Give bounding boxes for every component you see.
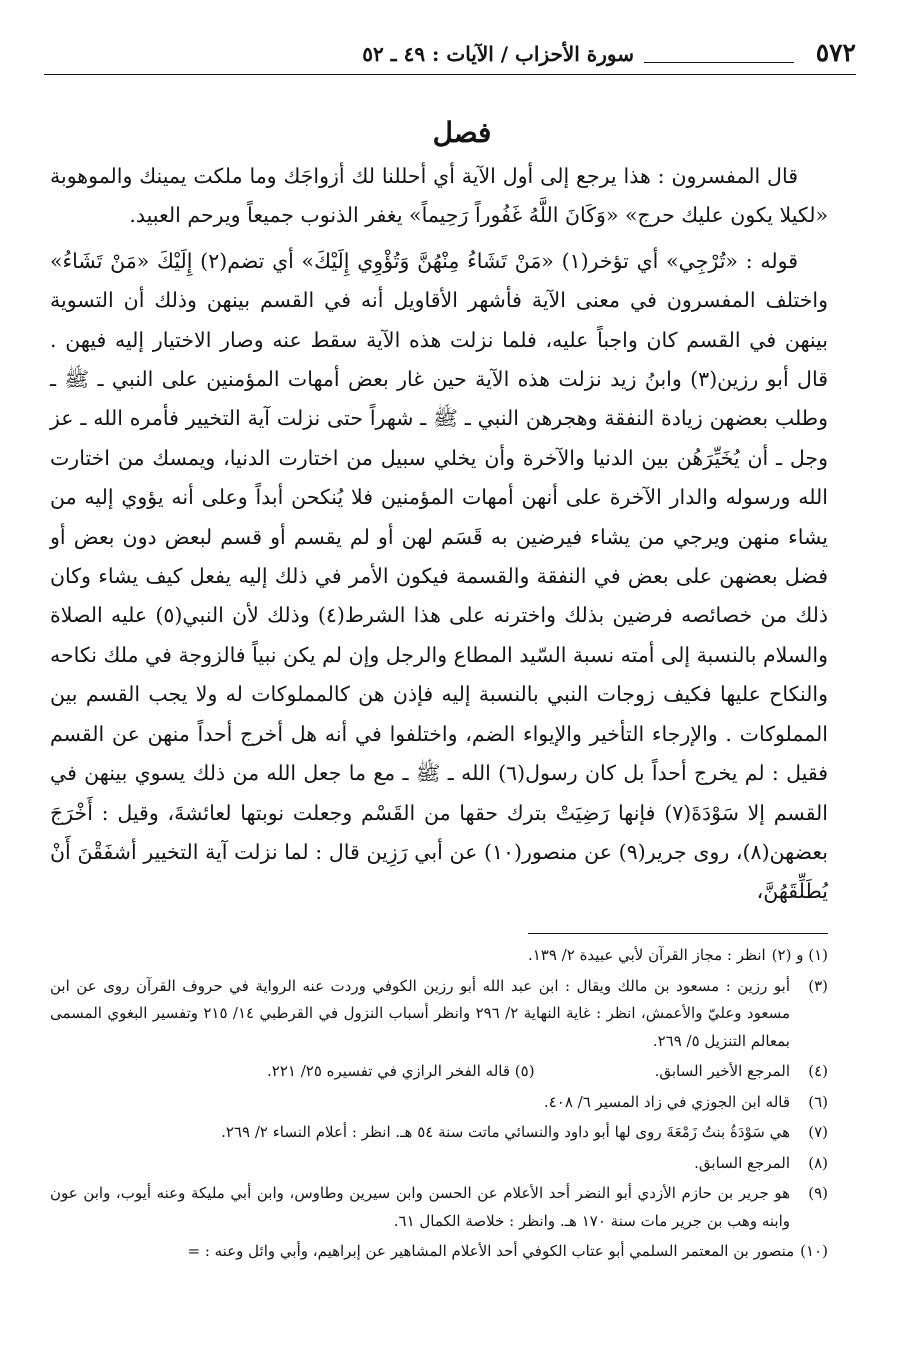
footnote-number: (١) و (٢) (771, 946, 828, 964)
footnote-number: (٤) (808, 1062, 828, 1080)
footnote (50, 942, 828, 970)
header-rule (644, 62, 794, 63)
footnote-text: منصور بن المعتمر السلمي أبو عتاب الكوفي أحد الأعلام المشاهير عن إبراهيم، وأبي وائل وعنه : = (187, 1242, 795, 1260)
page-number: ٥٧٢ (815, 38, 856, 67)
footnote (50, 1180, 828, 1235)
footnote-text: انظر : مجاز القرآن لأبي عبيدة ٢/ ١٣٩. (527, 946, 766, 964)
section-heading: فصل (432, 116, 492, 149)
footnote-number: (٧) (808, 1123, 828, 1141)
footnote (50, 1058, 828, 1086)
footnote-text (50, 1058, 790, 1086)
footnote (50, 1150, 828, 1178)
footnote-text: أبو رزين : مسعود بن مالك ويقال : ابن عبد الله أبو رزين الكوفي وردت عنه الرواية في حروف القرآن روى عن ابن مسعود وعليّ والأعمش، انظر : غاية النهاية ٢/ ٢٩٦ وانظر أسباب النزول في القرطبي ١٤/ ٢١٥ وتفسير البغوي المسمى بمعالم التنزيل ٥/ ٢٦٩. (50, 976, 791, 1050)
footnote (50, 1089, 828, 1117)
header-rule (44, 74, 856, 75)
paragraph: قال المفسرون : هذا يرجع إلى أول الآية أي أحللنا لك أزواجَك وما ملكت يمينك والموهوبة «لكيلا يكون عليك حرج» «وَكَانَ اللَّهُ غَفُوراً رَحِيماً» يغفر الذنوب جميعاً ويرحم العبيد. (50, 164, 828, 228)
footnote-text: هي سَوْدَةُ بنتُ زَمْعَةَ روى لها أبو داود والنسائي ماتت سنة ٥٤ هـ. انظر : أعلام النساء ٢/ ٢٦٩. (221, 1123, 790, 1141)
footnote-text-b: (٥) قاله الفخر الرازي في تفسيره ٢٥/ ٢٢١. (267, 1062, 535, 1080)
footnote-text-a: المرجع الأخير السابق. (654, 1062, 790, 1080)
footnote-text: قاله ابن الجوزي في زاد المسير ٦/ ٤٠٨. (543, 1092, 790, 1111)
footnote-text: المرجع السابق. (694, 1153, 790, 1172)
footnote-text: هو جرير بن حازم الأزدي أبو النضر أحد الأعلام عن الحسن وابن سيرين وطاوس، وابن أبي مليكة وعنه أيوب، وابن عون وابنه وهب بن جرير مات سنة ١٧٠ هـ. وانظر : خلاصة الكمال ٦١. (50, 1184, 790, 1230)
footnote-number: (٩) (808, 1184, 828, 1202)
body-text (50, 157, 828, 912)
footnote (50, 973, 828, 1056)
footnotes (50, 942, 828, 1269)
paragraph: قوله : «تُرْجِي» أي تؤخر(١) «مَنْ تَشَاءُ مِنْهُنَّ وَتُؤْوِي إِلَيْكَ» أي تضم(٢) إِلَيْكَ «مَنْ تَشَاءُ» واختلف المفسرون في معنى الآية فأشهر الأقاويل أنه في القسم بينهن وذلك أن التسوية بينهن في القسم كان واجباً عليه، فلما نزلت هذه الآية سقط عنه وصار الاختيار إليه فيهن . قال أبو رزين(٣) وابنُ زيد نزلت هذه الآية حين غار بعض أمهات المؤمنين على النبي ـ ﷺ ـ وطلب بعضهن زيادة النفقة وهجرهن النبي ـ ﷺ ـ شهراً حتى نزلت آية التخيير فأمره الله ـ عز وجل ـ أن يُخَيِّرَهُن بين الدنيا والآخرة وأن يخلي سبيل من اختارت الدنيا، ويمسك من اختارت الله ورسوله والدار الآخرة على أنهن أمهات المؤمنين فلا يُنكحن أبداً وعلى أنه يؤوي إليه من يشاء منهن ويرجي من يشاء فيرضين به قَسَم لهن أو لم يقسم أو قسم لبعض دون بعض أو فضل بعضهن على بعض في النفقة والقسمة فيكون الأمر في ذلك إليه يفعل كيف يشاء وكان ذلك من خصائصه فرضين بذلك واخترنه على هذا الشرط(٤) وذلك لأن النبي(٥) عليه الصلاة والسلام بالنسبة إلى أمته نسبة السّيد المطاع والرجل وإن لم يكن نبياً فالزوجة في ملك نكاحه والنكاح عليها فكيف زوجات النبي بالنسبة إليه فإذن هن كالمملوكات له ولا يجب القسم بين المملوكات . والإرجاء التأخير والإيواء الضم، واختلفوا في أنه هل أخرج أحداً منهن عن القسم فقيل : لم يخرج أحداً بل كان رسول(٦) الله ـ ﷺ ـ مع ما جعل الله من ذلك يسوي بينهن في القسم إلا سَوْدَةَ(٧) فإنها رَضِيَتْ بترك حقها من القَسْم وجعلت نوبتها لعائشةَ، وقيل : أَخْرَجَ بعضهن(٨)، روى جرير(٩) عن منصور(١٠) عن أبي رَزِين قال : لما نزلت آية التخيير أشفَقْنَ أَنْ يُطَلِّقَهُنَّ، (50, 248, 829, 904)
footnote-separator (528, 933, 828, 934)
footnote-number: (٨) (808, 1153, 828, 1172)
footnote-number: (٦) (808, 1092, 828, 1111)
footnote-number: (١٠) (800, 1242, 828, 1260)
footnote (50, 1238, 828, 1266)
footnote-number: (٣) (808, 976, 828, 995)
running-header (44, 38, 856, 72)
running-title: سورة الأحزاب / الآيات : ٤٩ ـ ٥٢ (362, 42, 634, 66)
footnote (50, 1119, 828, 1147)
